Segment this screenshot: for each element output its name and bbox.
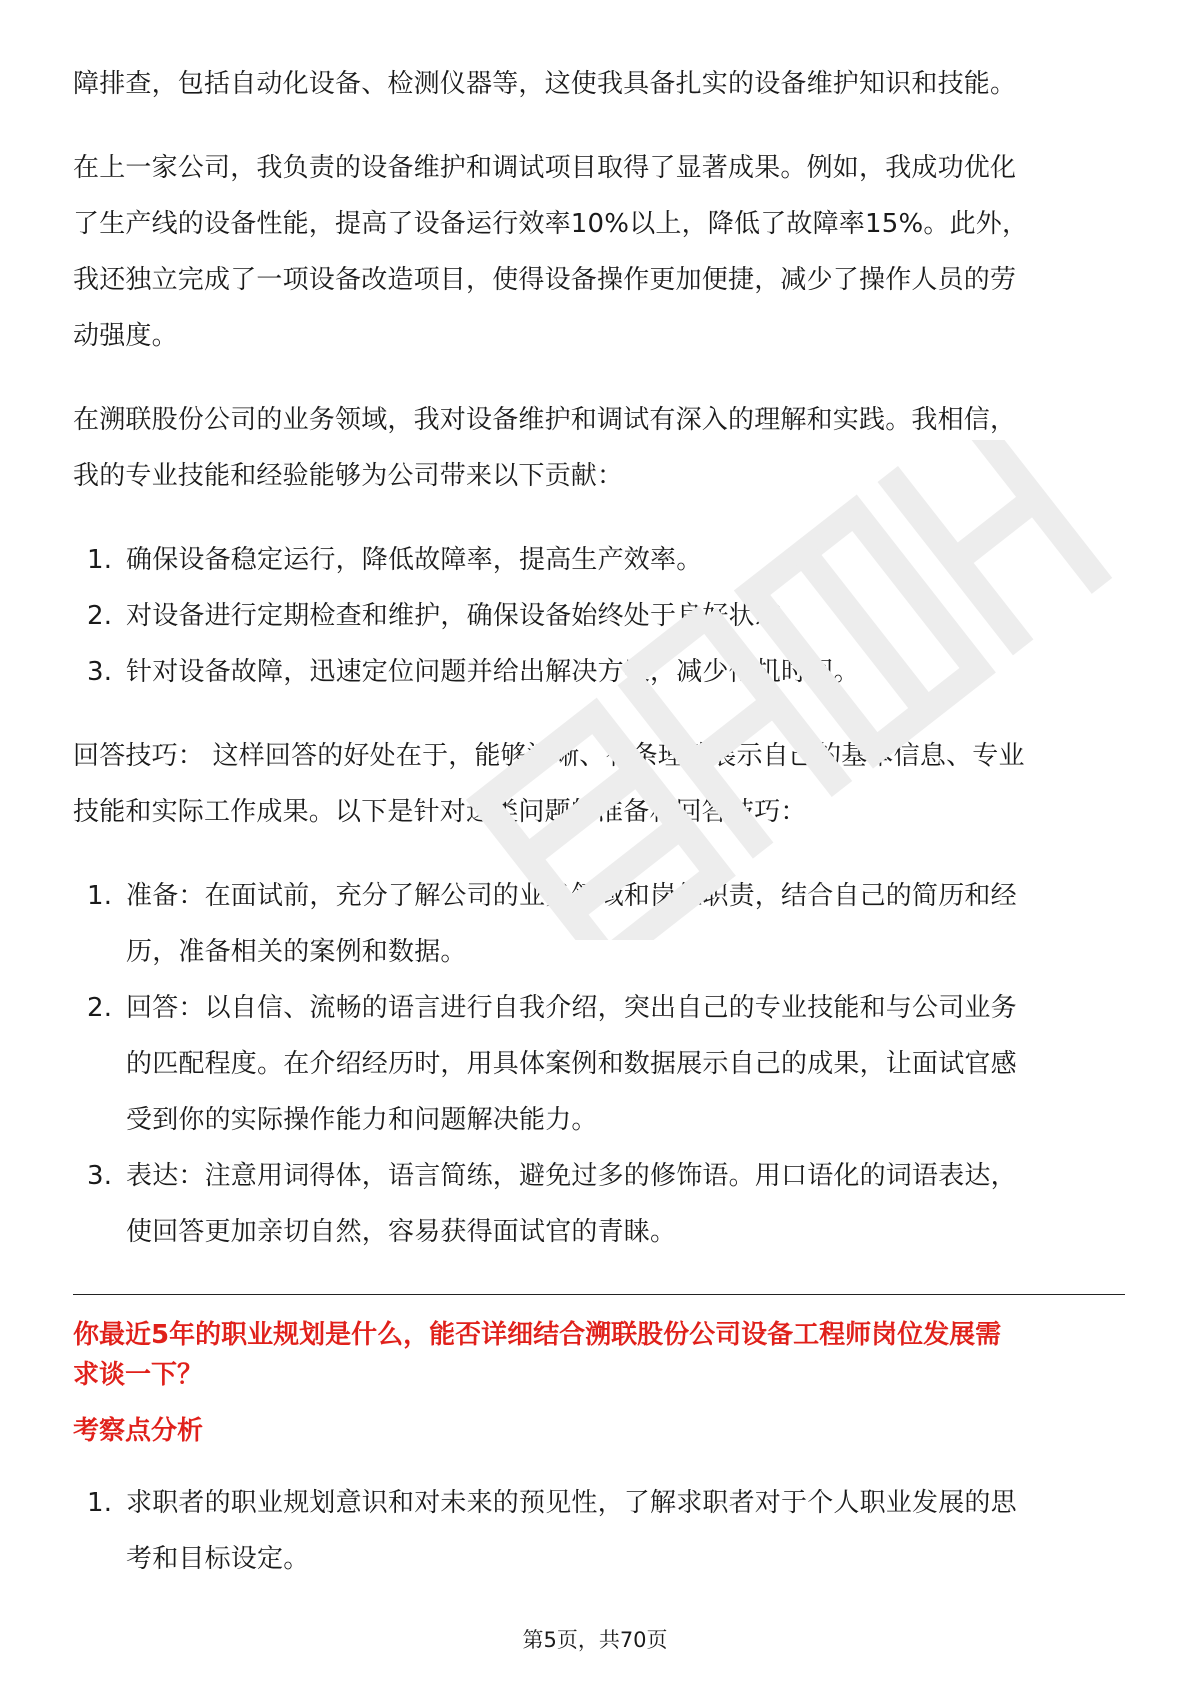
paragraph-answer-tips: [73, 728, 1125, 840]
paragraph-line: 在上一家公司，我负责的设备维护和调试项目取得了显著成果。例如，我成功优化: [73, 153, 1017, 183]
list-item-line: 表达：注意用词得体，语言简练，避免过多的修饰语。用口语化的词语表达，: [126, 1161, 1017, 1191]
list-item-line: 求职者的职业规划意识和对未来的预见性，了解求职者对于个人职业发展的思: [126, 1488, 1017, 1518]
list-item: [73, 1475, 1125, 1587]
list-number: 1.: [87, 1488, 113, 1518]
list-number: 2.: [87, 993, 113, 1023]
spacer: [73, 1451, 1125, 1475]
paragraph-line: 技能和实际工作成果。以下是针对这类问题的准备和回答技巧：: [73, 797, 807, 827]
list-item-line: 历，准备相关的案例和数据。: [126, 937, 467, 967]
list-item-line: 回答：以自信、流畅的语言进行自我介绍，突出自己的专业技能和与公司业务: [126, 993, 1017, 1023]
paragraph-line: 我的专业技能和经验能够为公司带来以下贡献：: [73, 461, 624, 491]
paragraph-line: 回答技巧： 这样回答的好处在于，能够清晰、有条理地展示自己的基本信息、专业: [73, 741, 1025, 771]
list-number: 1.: [87, 545, 113, 575]
paragraph-line: 了生产线的设备性能，提高了设备运行效率10%以上，降低了故障率15%。此外，: [73, 209, 1029, 239]
spacer: [73, 364, 1125, 392]
list-item-text: 对设备进行定期检查和维护，确保设备始终处于良好状态。: [126, 601, 808, 631]
list-item: [73, 644, 1125, 700]
list-number: 3.: [87, 657, 113, 687]
paragraph-achievements: [73, 140, 1125, 364]
document-body: [73, 56, 1125, 1587]
contribution-list: [73, 532, 1125, 700]
list-item: [73, 868, 1125, 980]
paragraph-line: 在溯联股份公司的业务领域，我对设备维护和调试有深入的理解和实践。我相信，: [73, 405, 1017, 435]
list-item-text: 针对设备故障，迅速定位问题并给出解决方案，减少停机时间。: [126, 657, 860, 687]
list-number: 2.: [87, 601, 113, 631]
list-number: 1.: [87, 881, 113, 911]
spacer: [73, 700, 1125, 728]
list-item-text: 确保设备稳定运行，降低故障率，提高生产效率。: [126, 545, 703, 575]
spacer: [73, 840, 1125, 868]
paragraph-company-fit: [73, 392, 1125, 504]
spacer: [73, 1260, 1125, 1294]
section-heading: 考察点分析: [73, 1416, 204, 1446]
paragraph-intro-tail: 障排查，包括自动化设备、检测仪器等，这使我具备扎实的设备维护知识和技能。: [73, 69, 1017, 99]
list-item-line: 受到你的实际操作能力和问题解决能力。: [126, 1105, 598, 1135]
paragraph-line: 我还独立完成了一项设备改造项目，使得设备操作更加便捷，减少了操作人员的劳: [73, 265, 1017, 295]
list-number: 3.: [87, 1161, 113, 1191]
tips-list: [73, 868, 1125, 1260]
question-line: 求谈一下？: [73, 1360, 204, 1390]
list-item-line: 准备：在面试前，充分了解公司的业务领域和岗位职责，结合自己的简历和经: [126, 881, 1017, 911]
list-item: [73, 980, 1125, 1148]
paragraph-line: 动强度。: [73, 321, 178, 351]
list-item-line: 使回答更加亲切自然，容易获得面试官的青睐。: [126, 1217, 677, 1247]
spacer: [73, 1395, 1125, 1411]
analysis-list: [73, 1475, 1125, 1587]
page-footer: 第5页，共70页: [522, 1628, 668, 1652]
list-item: [73, 588, 1125, 644]
list-item: [73, 1148, 1125, 1260]
spacer: [73, 1295, 1125, 1315]
question-line: 你最近5年的职业规划是什么，能否详细结合溯联股份公司设备工程师岗位发展需: [73, 1320, 1002, 1350]
spacer: [73, 112, 1125, 140]
list-item: [73, 532, 1125, 588]
question-title: [73, 1315, 1125, 1395]
spacer: [73, 504, 1125, 532]
list-item-line: 的匹配程度。在介绍经历时，用具体案例和数据展示自己的成果，让面试官感: [126, 1049, 1017, 1079]
list-item-line: 考和目标设定。: [126, 1544, 310, 1574]
